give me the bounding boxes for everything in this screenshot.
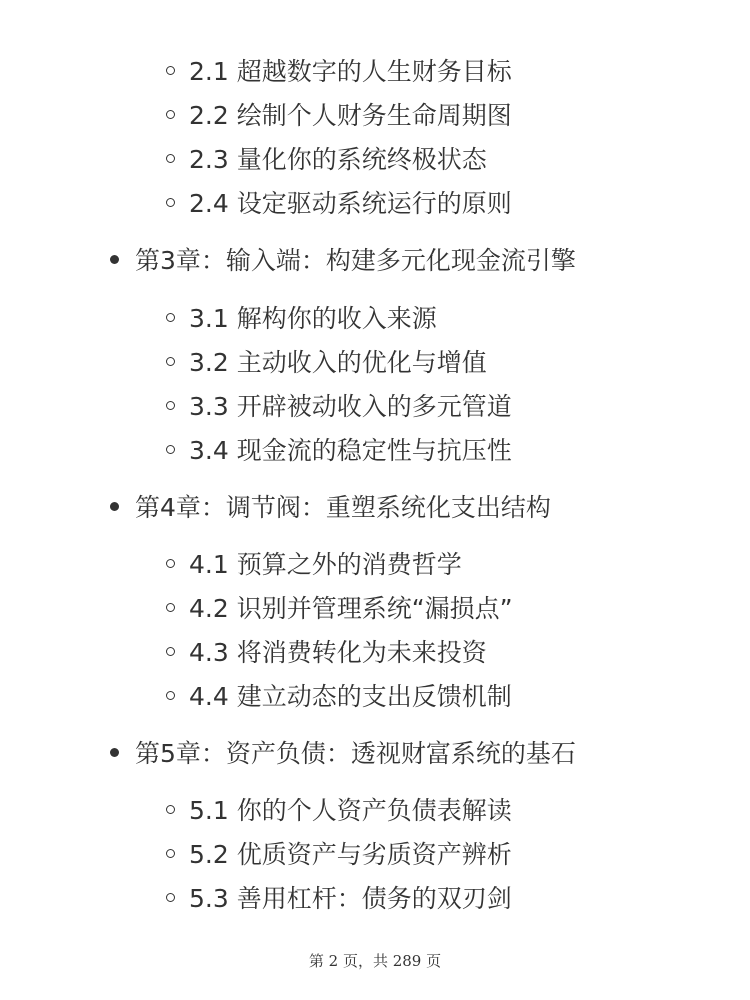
section-label: 2.3 量化你的系统终极状态 bbox=[189, 145, 487, 174]
hollow-bullet-icon bbox=[166, 313, 175, 322]
hollow-bullet-icon bbox=[166, 893, 175, 902]
section-label: 4.4 建立动态的支出反馈机制 bbox=[189, 682, 512, 711]
hollow-bullet-icon bbox=[166, 198, 175, 207]
toc-section-4-3[interactable] bbox=[166, 631, 487, 671]
toc-section-5-1[interactable] bbox=[166, 789, 512, 829]
toc-section-4-4[interactable] bbox=[166, 675, 512, 715]
filled-bullet-icon bbox=[110, 502, 119, 511]
section-label: 2.2 绘制个人财务生命周期图 bbox=[189, 101, 512, 130]
section-label: 3.2 主动收入的优化与增值 bbox=[189, 348, 487, 377]
filled-bullet-icon bbox=[110, 255, 119, 264]
hollow-bullet-icon bbox=[166, 603, 175, 612]
toc-section-2-1[interactable] bbox=[166, 50, 512, 90]
toc-section-2-2[interactable] bbox=[166, 94, 512, 134]
toc-section-3-3[interactable] bbox=[166, 385, 512, 425]
toc-chapter-5[interactable] bbox=[110, 730, 576, 774]
toc-chapter-3[interactable] bbox=[110, 237, 576, 281]
section-label: 2.4 设定驱动系统运行的原则 bbox=[189, 189, 512, 218]
section-label: 2.1 超越数字的人生财务目标 bbox=[189, 57, 512, 86]
section-label: 3.4 现金流的稳定性与抗压性 bbox=[189, 436, 512, 465]
hollow-bullet-icon bbox=[166, 849, 175, 858]
section-label: 4.3 将消费转化为未来投资 bbox=[189, 638, 487, 667]
section-label: 5.1 你的个人资产负债表解读 bbox=[189, 796, 512, 825]
filled-bullet-icon bbox=[110, 748, 119, 757]
section-label: 4.2 识别并管理系统“漏损点” bbox=[189, 594, 513, 623]
hollow-bullet-icon bbox=[166, 110, 175, 119]
chapter-title: 第4章：调节阀：重塑系统化支出结构 bbox=[135, 493, 551, 522]
section-label: 5.2 优质资产与劣质资产辨析 bbox=[189, 840, 512, 869]
page-number-footer: 第 2 页，共 289 页 bbox=[308, 952, 442, 970]
toc-section-4-2[interactable] bbox=[166, 587, 513, 627]
hollow-bullet-icon bbox=[166, 154, 175, 163]
hollow-bullet-icon bbox=[166, 401, 175, 410]
section-label: 3.1 解构你的收入来源 bbox=[189, 304, 437, 333]
hollow-bullet-icon bbox=[166, 647, 175, 656]
section-label: 4.1 预算之外的消费哲学 bbox=[189, 550, 462, 579]
toc-chapter-4[interactable] bbox=[110, 484, 551, 528]
hollow-bullet-icon bbox=[166, 691, 175, 700]
hollow-bullet-icon bbox=[166, 445, 175, 454]
toc-section-3-1[interactable] bbox=[166, 297, 437, 337]
hollow-bullet-icon bbox=[166, 559, 175, 568]
hollow-bullet-icon bbox=[166, 357, 175, 366]
toc-section-2-3[interactable] bbox=[166, 138, 487, 178]
toc-section-3-2[interactable] bbox=[166, 341, 487, 381]
hollow-bullet-icon bbox=[166, 66, 175, 75]
toc-section-4-1[interactable] bbox=[166, 543, 462, 583]
chapter-title: 第5章：资产负债：透视财富系统的基石 bbox=[135, 739, 576, 768]
section-label: 3.3 开辟被动收入的多元管道 bbox=[189, 392, 512, 421]
toc-section-3-4[interactable] bbox=[166, 429, 512, 469]
toc-section-5-2[interactable] bbox=[166, 833, 512, 873]
toc-section-5-3[interactable] bbox=[166, 877, 512, 917]
toc-section-2-4[interactable] bbox=[166, 182, 512, 222]
section-label: 5.3 善用杠杆：债务的双刃剑 bbox=[189, 884, 512, 913]
hollow-bullet-icon bbox=[166, 805, 175, 814]
chapter-title: 第3章：输入端：构建多元化现金流引擎 bbox=[135, 246, 576, 275]
